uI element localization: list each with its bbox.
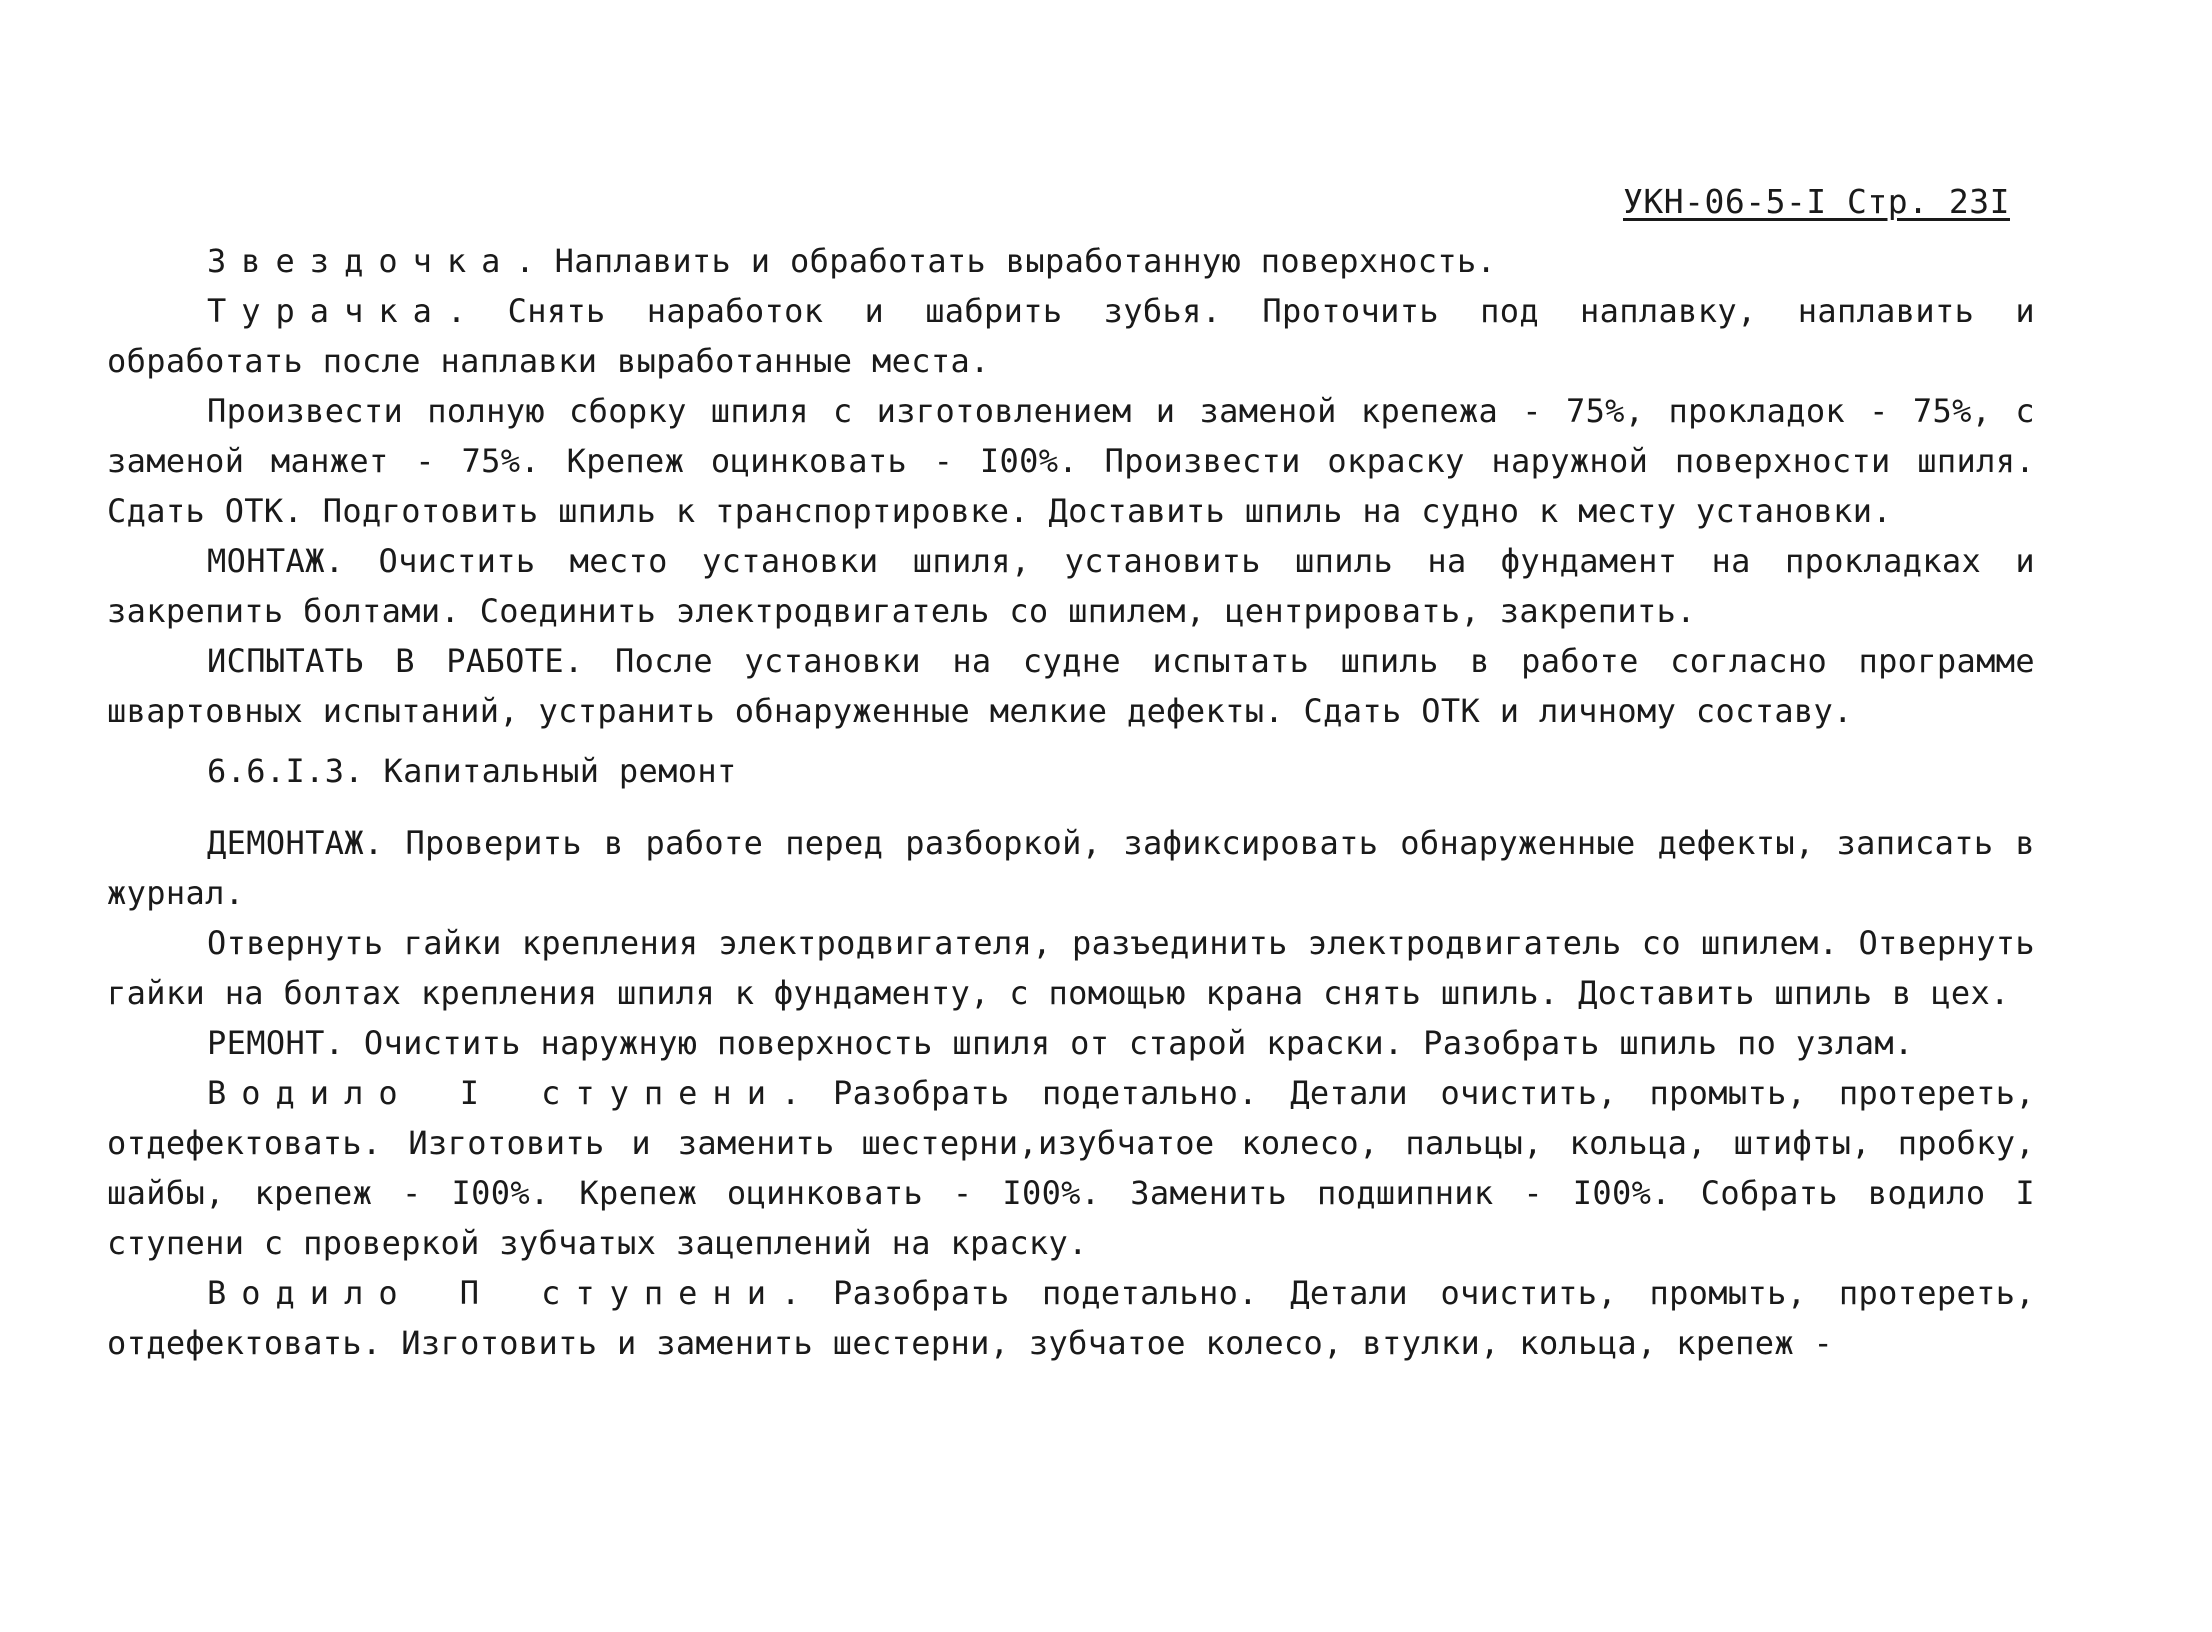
paragraph-text: РЕМОНТ. Очистить наружную поверхность шпиля от старой краски. Разобрать шпиль по узлам.: [207, 1024, 1914, 1062]
paragraph-assembly: [107, 386, 2035, 536]
section-heading: [107, 746, 2035, 796]
paragraph-vodilo-2: [107, 1268, 2035, 1368]
section-term: Водило I ступени: [207, 1074, 781, 1112]
paragraph-montazh: [107, 536, 2035, 636]
paragraph-text: . Наплавить и обработать выработанную поверхность.: [515, 242, 1497, 280]
document-body: [107, 236, 2035, 1368]
paragraph-otvernut: [107, 918, 2035, 1018]
paragraph-ispytat: [107, 636, 2035, 736]
paragraph-text: . Снять наработок и шабрить зубья. Проточить под наплавку, наплавить и обработать после наплавки выработанные места.: [107, 292, 2035, 380]
page-header-reference: УКН-06-5-I Стр. 23I: [1623, 182, 2010, 221]
paragraph-remont: [107, 1018, 2035, 1068]
paragraph-text: МОНТАЖ. Очистить место установки шпиля, установить шпиль на фундамент на прокладках и закрепить болтами. Соединить электродвигатель со шпилем, центрировать, закрепить.: [107, 542, 2035, 630]
section-term: Звездочка: [207, 242, 516, 280]
paragraph-text: . Разобрать подетально. Детали очистить, промыть, протереть, отдефектовать. Изготовить и заменить шестерни,изубчатое колесо, пальцы, кольца, штифты, пробку, шайбы, крепеж - I00%. Крепеж оцинковать - I00%. Заменить подшипник - I00%. Собрать водило I ступени с проверкой зубчатых зацеплений на краску.: [107, 1074, 2035, 1262]
paragraph-vodilo-1: [107, 1068, 2035, 1268]
paragraph-demontazh: [107, 818, 2035, 918]
paragraph-text: Отвернуть гайки крепления электродвигателя, разъединить электродвигатель со шпилем. Отвернуть гайки на болтах крепления шпиля к фундаменту, с помощью крана снять шпиль. Доставить шпиль в цех.: [107, 924, 2035, 1012]
section-term: Турачка: [207, 292, 447, 330]
paragraph-turachka: [107, 286, 2035, 386]
paragraph-text: ИСПЫТАТЬ В РАБОТЕ. После установки на судне испытать шпиль в работе согласно программе швартовных испытаний, устранить обнаруженные мелкие дефекты. Сдать ОТК и личному составу.: [107, 642, 2035, 730]
paragraph-zvezdochka: [107, 236, 2035, 286]
paragraph-text: . Разобрать подетально. Детали очистить, промыть, протереть, отдефектовать. Изготовить и заменить шестерни, зубчатое колесо, втулки, кольца, крепеж -: [107, 1274, 2035, 1362]
section-term: Водило П ступени: [207, 1274, 781, 1312]
paragraph-text: Произвести полную сборку шпиля с изготовлением и заменой крепежа - 75%, прокладок - 75%, с заменой манжет - 75%. Крепеж оцинковать - I00%. Произвести окраску наружной поверхности шпиля. Сдать ОТК. Подготовить шпиль к транспортировке. Доставить шпиль на судно к месту установки.: [107, 392, 2035, 530]
section-heading-text: 6.6.I.3. Капитальный ремонт: [207, 752, 737, 790]
paragraph-text: ДЕМОНТАЖ. Проверить в работе перед разборкой, зафиксировать обнаруженные дефекты, записать в журнал.: [107, 824, 2035, 912]
